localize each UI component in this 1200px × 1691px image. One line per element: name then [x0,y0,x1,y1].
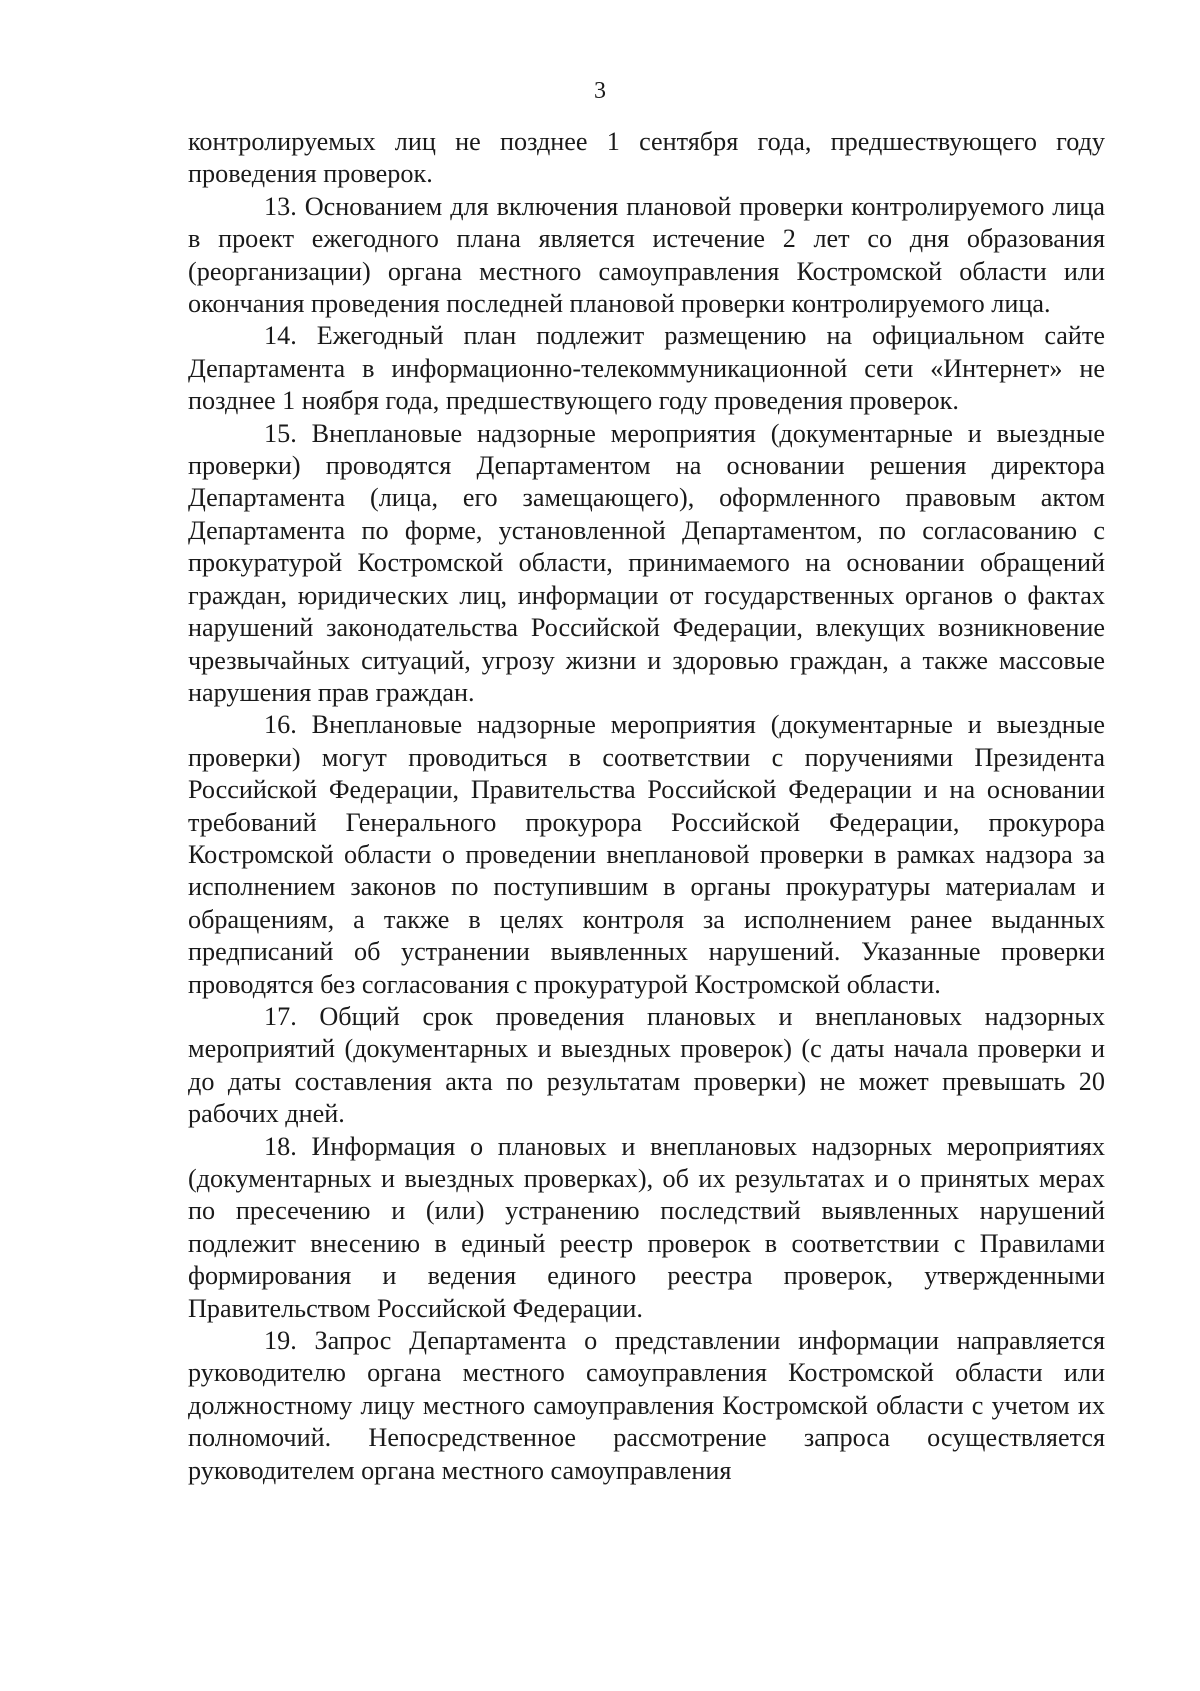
paragraph-continuation: контролируемых лиц не позднее 1 сентября года, предшествующего году проведения проверок. [188,127,1105,189]
paragraph-17: 17. Общий срок проведения плановых и внеплановых надзорных мероприятий (документарных и выездных проверок) (с даты начала проверки и до даты составления акта по результатам проверки) не может превышать 20 рабочих дней. [188,1001,1105,1129]
paragraph-13: 13. Основанием для включения плановой проверки контролируемого лица в проект ежегодного плана является истечение 2 лет со дня образования (реорганизации) органа местного самоуправления Костромской области или окончания проведения последней плановой проверки контролируемого лица. [188,191,1105,319]
paragraph-14: 14. Ежегодный план подлежит размещению на официальном сайте Департамента в информационно-телекоммуникационной сети «Интернет» не позднее 1 ноября года, предшествующего году проведения проверок. [188,321,1105,416]
paragraph-18: 18. Информация о плановых и внеплановых надзорных мероприятиях (документарных и выездных проверках), об их результатах и о принятых мерах по пресечению и (или) устранению последствий выявленных нарушений подлежит внесению в единый реестр проверок в соответствии с Правилами формирования и ведения единого реестра проверок, утвержденными Правительством Российской Федерации. [188,1131,1105,1323]
paragraph-16: 16. Внеплановые надзорные мероприятия (документарные и выездные проверки) могут проводиться в соответствии с поручениями Президента Российской Федерации, Правительства Российской Федерации и на основании требований Генерального прокурора Российской Федерации, прокурора Костромской области о проведении внеплановой проверки в рамках надзора за исполнением законов по поступившим в органы прокуратуры материалам и обращениям, а также в целях контроля за исполнением ранее выданных предписаний об устранении выявленных нарушений. Указанные проверки проводятся без согласования с прокуратурой Костромской области. [188,710,1105,999]
paragraph-15: 15. Внеплановые надзорные мероприятия (документарные и выездные проверки) проводятся Департаментом на основании решения директора Департамента (лица, его замещающего), оформленного правовым актом Департамента по форме, установленной Департаментом, по согласованию с прокуратурой Костромской области, принимаемого на основании обращений граждан, юридических лиц, информации от государственных органов о фактах нарушений законодательства Российской Федерации, влекущих возникновение чрезвычайных ситуаций, угрозу жизни и здоровью граждан, а также массовые нарушения прав граждан. [188,418,1105,707]
document-body [188,126,1105,1487]
paragraph-19: 19. Запрос Департамента о представлении информации направляется руководителю органа местного самоуправления Костромской области или должностному лицу местного самоуправления Костромской области с учетом их полномочий. Непосредственное рассмотрение запроса осуществляется руководителем органа местного самоуправления [188,1326,1105,1485]
page-number: 3 [594,78,606,104]
